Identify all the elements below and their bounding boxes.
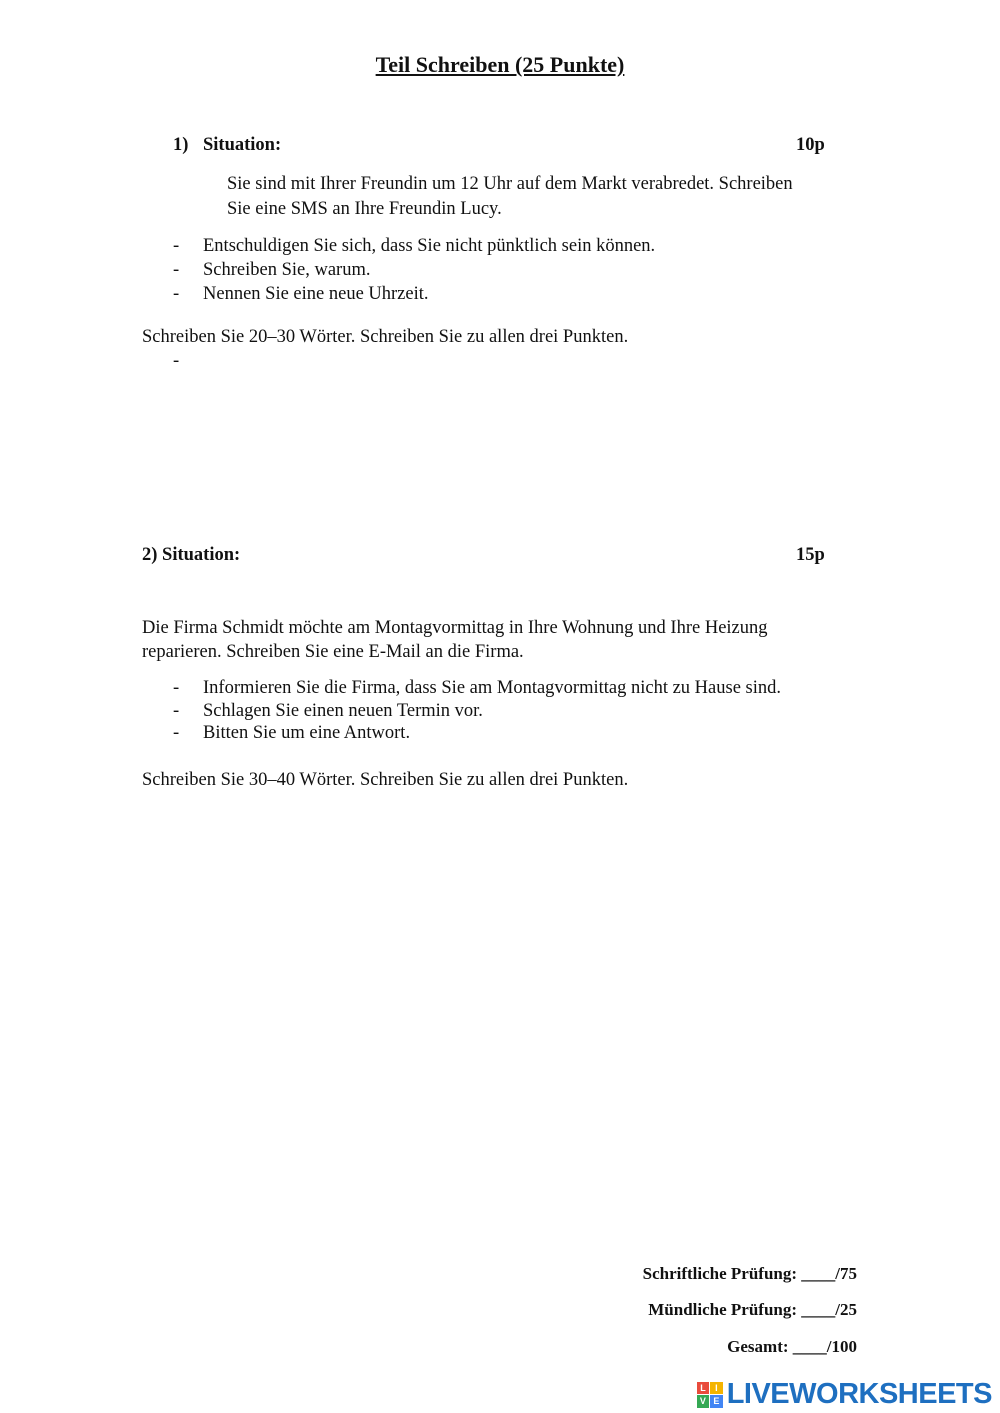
section1-bullet-2: Schreiben Sie, warum. xyxy=(203,260,371,280)
section2-heading: 2) Situation: xyxy=(142,545,241,565)
bullet-marker: - xyxy=(173,723,180,743)
logo-letter: V xyxy=(697,1395,710,1408)
logo-letter: L xyxy=(697,1382,710,1395)
section1-number: 1) xyxy=(173,135,189,155)
section1-bullet-3: Nennen Sie eine neue Uhrzeit. xyxy=(203,284,429,304)
logo-letter: I xyxy=(710,1382,723,1395)
liveworksheets-logo-text: LIVEWORKSHEETS xyxy=(726,1378,992,1410)
logo-letter: E xyxy=(710,1395,723,1408)
section2-description-line1: Die Firma Schmidt möchte am Montagvormittag in Ihre Wohnung und Ihre Heizung xyxy=(142,618,768,638)
bullet-marker: - xyxy=(173,701,180,721)
bullet-marker: - xyxy=(173,678,180,698)
bullet-marker: - xyxy=(173,260,180,280)
page-title: Teil Schreiben (25 Punkte) xyxy=(375,52,625,77)
section2-points: 15p xyxy=(796,545,825,565)
section2-bullet-2: Schlagen Sie einen neuen Termin vor. xyxy=(203,701,483,721)
section1-bullet-1: Entschuldigen Sie sich, dass Sie nicht pünktlich sein können. xyxy=(203,236,656,256)
score-oral: Mündliche Prüfung: ____/25 xyxy=(648,1300,857,1319)
section1-instruction: Schreiben Sie 20–30 Wörter. Schreiben Sie zu allen drei Punkten. xyxy=(142,327,629,347)
bullet-marker: - xyxy=(173,284,180,304)
liveworksheets-logo xyxy=(697,1378,992,1411)
section1-points: 10p xyxy=(796,135,825,155)
score-written: Schriftliche Prüfung: ____/75 xyxy=(642,1264,857,1283)
liveworksheets-logo-icon xyxy=(697,1382,723,1408)
section1-description-line1: Sie sind mit Ihrer Freundin um 12 Uhr auf dem Markt verabredet. Schreiben xyxy=(227,174,793,194)
section1-trailing-dash: - xyxy=(173,351,180,371)
section2-description-line2: reparieren. Schreiben Sie eine E-Mail an die Firma. xyxy=(142,642,524,662)
section1-heading: Situation: xyxy=(203,135,282,155)
section2-bullet-1: Informieren Sie die Firma, dass Sie am Montagvormittag nicht zu Hause sind. xyxy=(203,678,782,698)
score-total: Gesamt: ____/100 xyxy=(727,1337,857,1356)
section2-bullet-3: Bitten Sie um eine Antwort. xyxy=(203,723,411,743)
bullet-marker: - xyxy=(173,236,180,256)
section2-instruction: Schreiben Sie 30–40 Wörter. Schreiben Sie zu allen drei Punkten. xyxy=(142,770,629,790)
section1-description-line2: Sie eine SMS an Ihre Freundin Lucy. xyxy=(227,199,502,219)
